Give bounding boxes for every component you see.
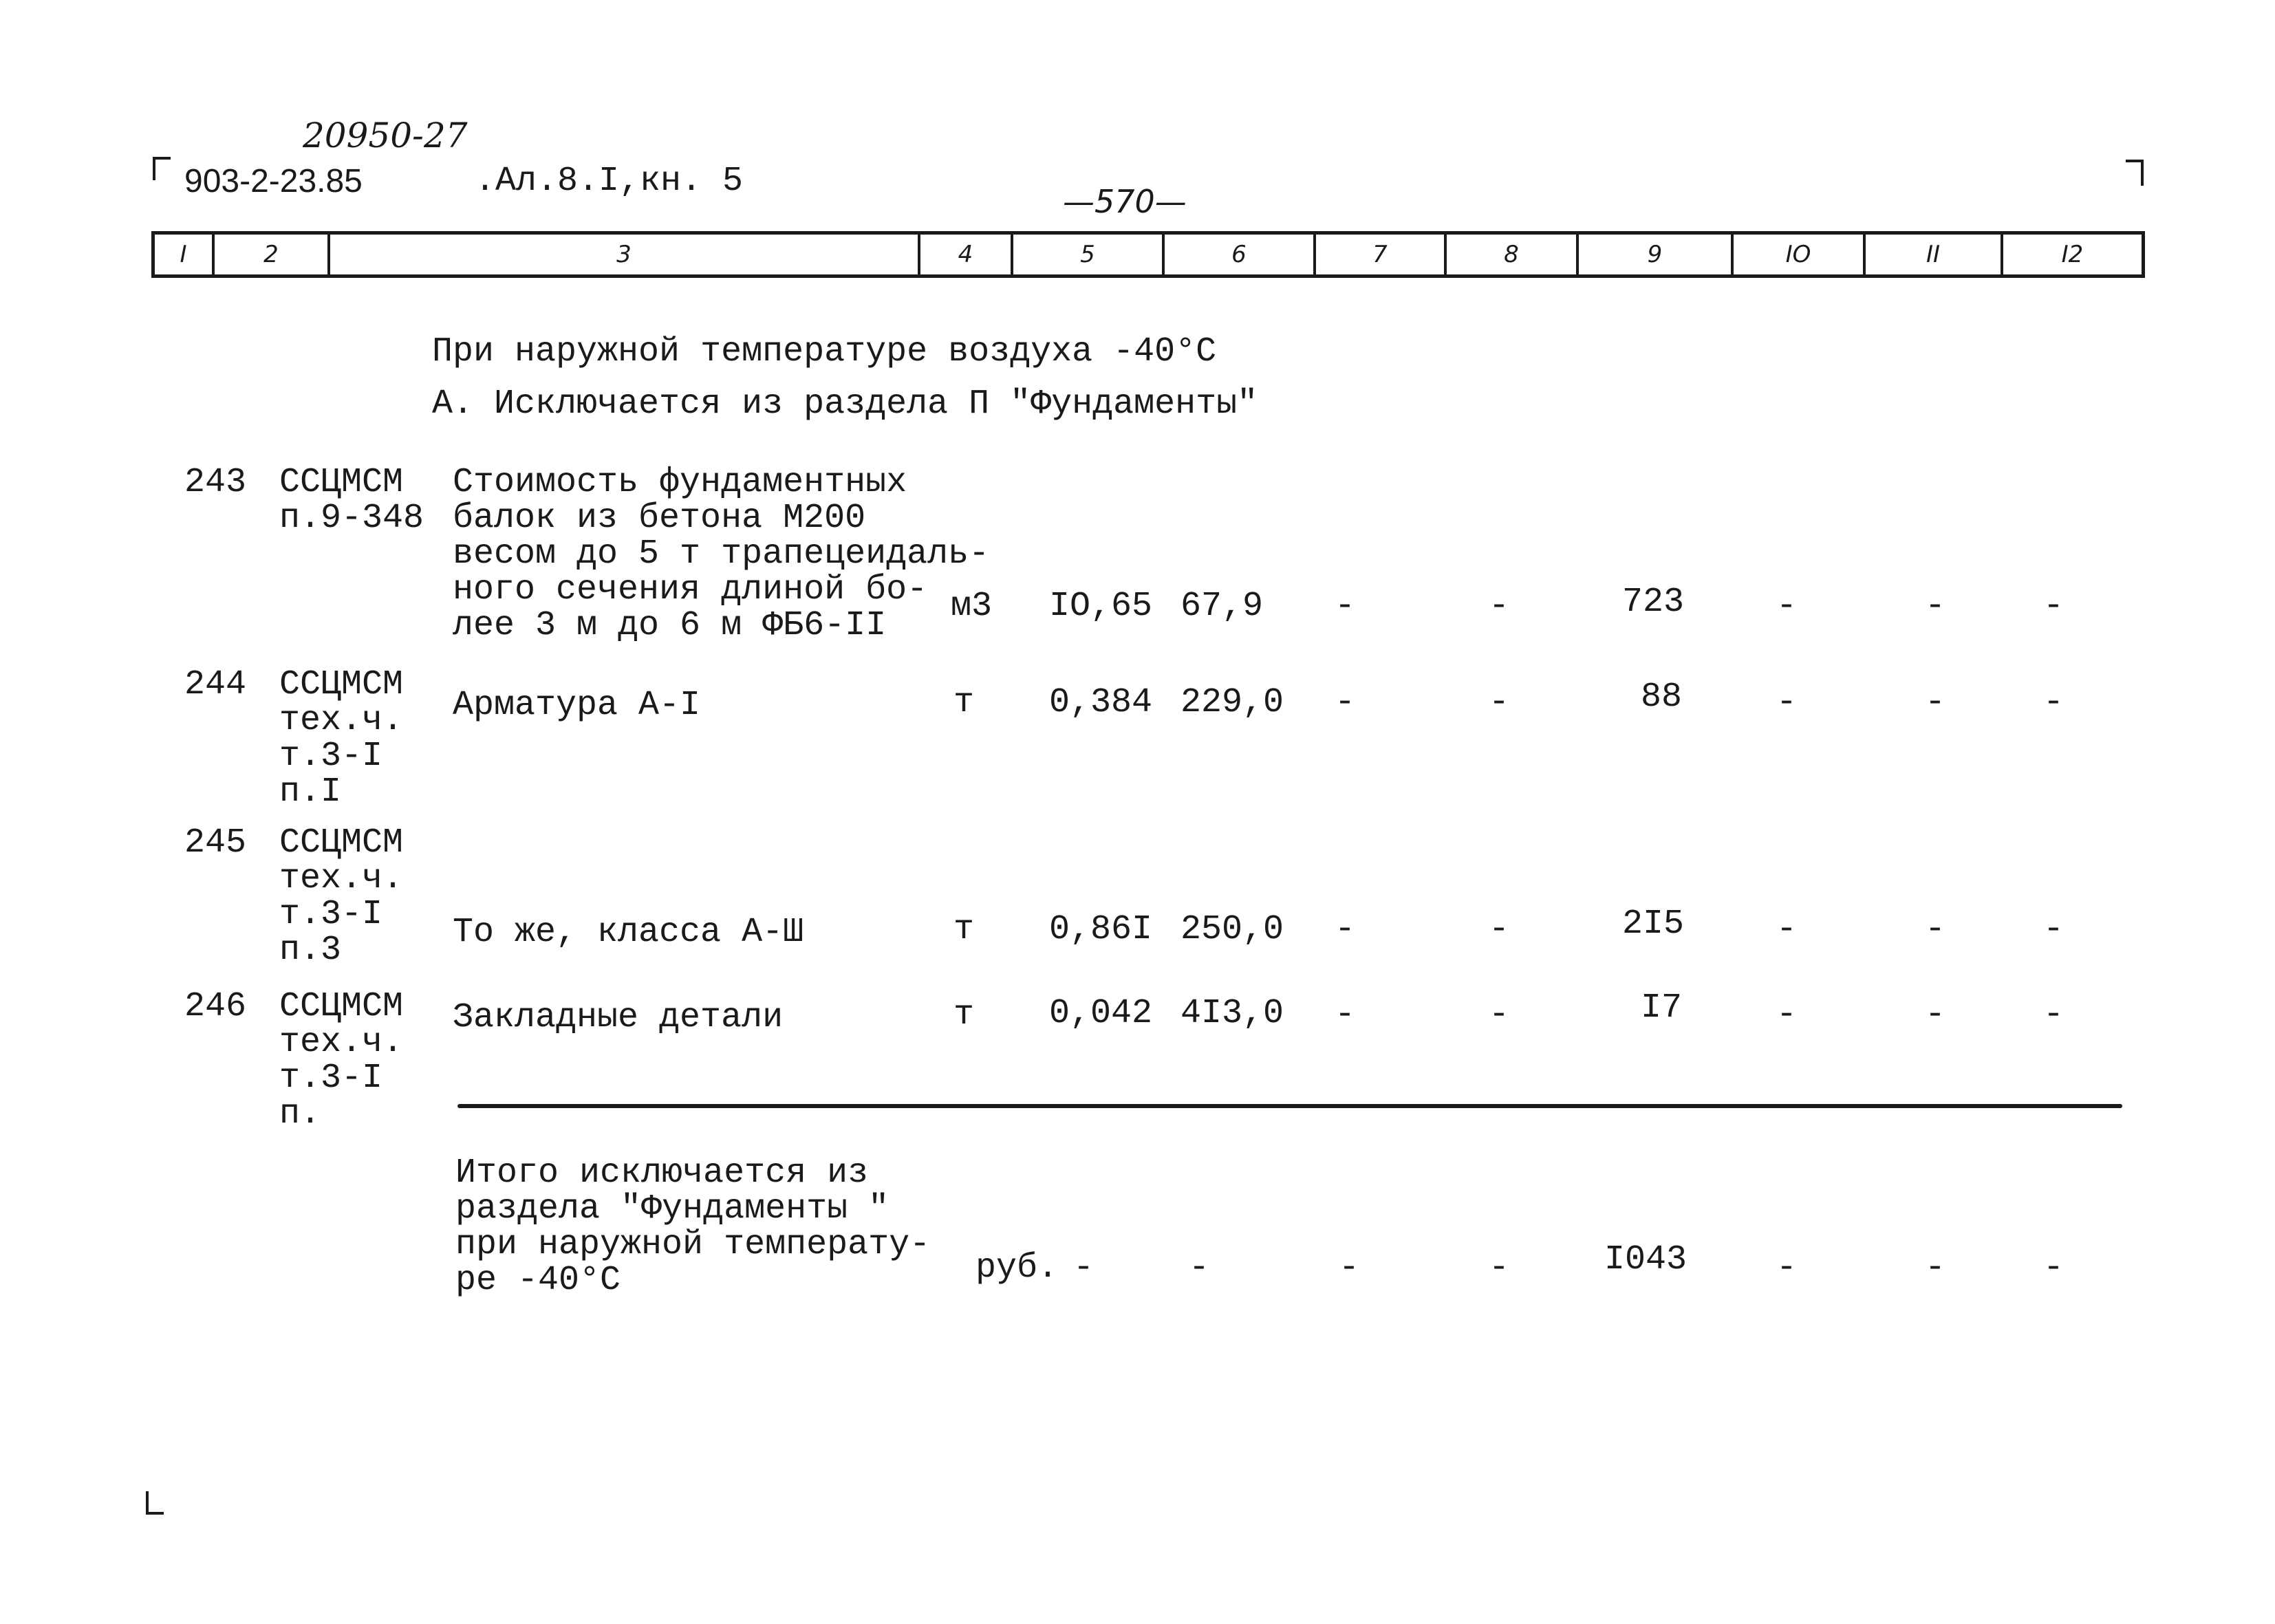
corner-mark-bottom-left [146,1491,164,1515]
row-unit: т [953,910,975,949]
total-unit: руб. [975,1248,1059,1288]
row-quantity: 0,042 [1049,994,1153,1033]
column-header: 8 [1447,235,1579,274]
column-header: 4 [920,235,1013,274]
row-unit: т [953,683,975,722]
column-number-header [151,231,2145,278]
row-reference: ССЦМСМ тех.ч. т.3-I п.3 [279,823,404,970]
row-col12: - [2043,910,2064,949]
row-reference: ССЦМСМ тех.ч. т.3-I п.I [279,665,404,812]
temperature-condition: При наружной температуре воздуха -40°C [432,332,1217,371]
column-header: I2 [2061,241,2084,268]
row-col10: - [1776,995,1798,1035]
row-col11: - [1925,995,1946,1035]
total-separator-line [457,1104,2122,1108]
total-col11: - [1925,1248,1946,1288]
total-col7: - [1339,1248,1360,1288]
row-col8: - [1489,587,1510,626]
row-col10: - [1776,683,1798,722]
row-col8: - [1489,910,1510,949]
page-number: —570— [1063,183,1187,220]
column-header: 2 [215,235,330,274]
row-reference: ССЦМСМ п.9-348 [279,463,424,538]
row-quantity: 0,86I [1049,910,1153,949]
total-col9: I043 [1604,1240,1688,1279]
row-col9: 88 [1641,678,1683,717]
row-col8: - [1489,995,1510,1035]
handwritten-number: 20950-27 [303,116,468,155]
row-price: 229,0 [1180,683,1284,722]
row-description: То же, класса А-Ш [453,913,804,952]
row-col9: 2I5 [1622,905,1685,944]
row-col12: - [2043,683,2064,722]
column-header: 3 [330,235,920,274]
row-price: 250,0 [1180,910,1284,949]
row-quantity: IO,65 [1049,587,1153,626]
row-col12: - [2043,995,2064,1035]
document-code: 903-2-23.85 [184,163,363,199]
row-description: Стоимость фундаментных балок из бетона М200 весом до 5 т трапецеидаль- ного сечения длиной бо- лее 3 м до 6 м ФБ6-II [453,463,990,645]
row-col7: - [1335,910,1356,949]
row-col10: - [1776,910,1798,949]
total-description: Итого исключается из раздела "Фундаменты " при наружной температу- ре -40°C [455,1154,931,1300]
row-col7: - [1335,587,1356,626]
row-description: Закладные детали [453,998,784,1037]
row-number: 246 [184,987,247,1026]
row-number: 243 [184,463,247,502]
row-unit: м3 [951,587,993,626]
row-col10: - [1776,587,1798,626]
column-header: I [155,235,215,274]
column-header: 7 [1316,235,1447,274]
row-col9: 723 [1622,583,1685,622]
corner-mark-top-right [2126,160,2144,186]
total-col8: - [1489,1248,1510,1288]
row-number: 245 [184,823,247,863]
album-reference: .Ал.8.I,кн. 5 [475,162,744,201]
column-header: IO [1734,235,1866,274]
row-description: Арматура А-I [453,686,701,725]
row-quantity: 0,384 [1049,683,1153,722]
section-title: А. Исключается из раздела П "Фундаменты" [432,385,1258,424]
column-header: 6 [1165,235,1316,274]
corner-mark-top-left [153,157,171,180]
column-header: 9 [1579,235,1734,274]
row-col12: - [2043,587,2064,626]
row-unit: т [953,995,975,1035]
total-col12: - [2043,1248,2064,1288]
row-col11: - [1925,683,1946,722]
row-price: 67,9 [1180,587,1264,626]
row-reference: ССЦМСМ тех.ч. т.3-I п. [279,987,404,1134]
total-col10: - [1776,1248,1798,1288]
column-header: 5 [1013,235,1165,274]
row-number: 244 [184,665,247,704]
row-col11: - [1925,587,1946,626]
row-col11: - [1925,910,1946,949]
row-col7: - [1335,995,1356,1035]
total-price: - [1189,1248,1210,1288]
row-price: 4I3,0 [1180,994,1284,1033]
total-quantity: - [1073,1248,1095,1288]
row-col9: I7 [1641,988,1683,1028]
row-col8: - [1489,683,1510,722]
column-header: II [1866,235,2003,274]
row-col7: - [1335,683,1356,722]
